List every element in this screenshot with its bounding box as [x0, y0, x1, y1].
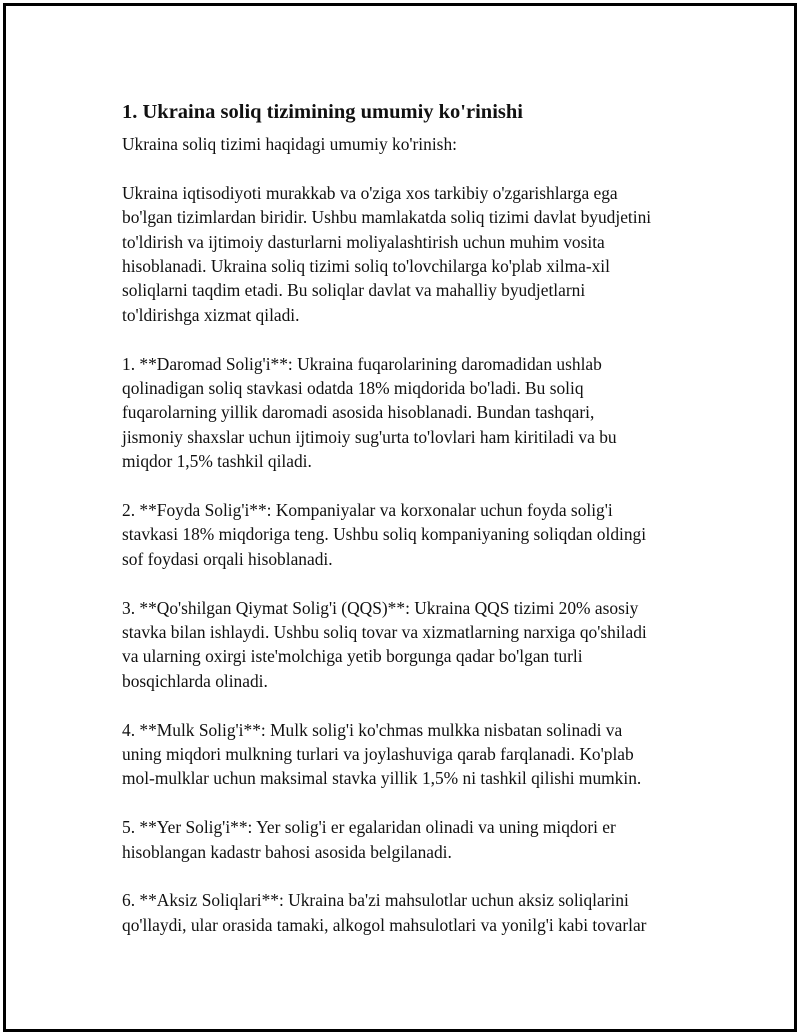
profit-tax-paragraph: 2. **Foyda Solig'i**: Kompaniyalar va korxonalar uchun foyda solig'i stavkasi 18% miqdoriga teng. Ushbu soliq kompaniyaning soliqdan oldingi sof foydasi orqali hisoblanadi. [122, 500, 647, 569]
intro-paragraph: Ukraina soliq tizimi haqidagi umumiy ko'rinish: [122, 134, 457, 154]
excise-tax-paragraph: 6. **Aksiz Soliqlari**: Ukraina ba'zi mahsulotlar uchun aksiz soliqlarini qo'llaydi, ular orasida tamaki, alkogol mahsulotlari va yonilg'i kabi tovarlar [122, 890, 647, 935]
income-tax-paragraph: 1. **Daromad Solig'i**: Ukraina fuqarolarining daromadidan ushlab qolinadigan soliq stavkasi odatda 18% miqdorida bo'ladi. Bu soliq fuqarolarning yillik daromadi asosida hisoblanadi. Bundan tashqari, jismoniy shaxslar uchun ijtimoiy sug'urta to'lovlari ham kiritiladi va bu miqdor 1,5% tashkil qiladi. [122, 353, 617, 472]
property-tax-paragraph: 4. **Mulk Solig'i**: Mulk solig'i ko'chmas mulkka nisbatan solinadi va uning miqdori mulkning turlari va joylashuviga qarab farqlanadi. Ko'plab mol-mulklar uchun maksimal stavka yillik 1,5% ni tashkil qilishi mumkin. [122, 719, 642, 789]
document-title: 1. Ukraina soliq tizimining umumiy ko'rinishi [122, 101, 523, 123]
land-tax-paragraph: 5. **Yer Solig'i**: Yer solig'i er egalaridan olinadi va uning miqdori er hisoblangan kadastr bahosi asosida belgilanadi. [122, 817, 616, 862]
page-frame [3, 3, 797, 1032]
document-body [122, 98, 692, 962]
overview-paragraph: Ukraina iqtisodiyoti murakkab va o'ziga xos tarkibiy o'zgarishlarga ega bo'lgan tizimlardan biridir. Ushbu mamlakatda soliq tizimi davlat byudjetini to'ldirish va ijtimoiy dasturlarni moliyalashtirish uchun muhim vosita hisoblanadi. Ukraina soliq tizimi soliq to'lovchilarga ko'plab xilma-xil soliqlarni taqdim etadi. Bu soliqlar davlat va mahalliy byudjetlarni to'ldirishga xizmat qiladi. [122, 182, 652, 325]
vat-paragraph: 3. **Qo'shilgan Qiymat Solig'i (QQS)**: Ukraina QQS tizimi 20% asosiy stavka bilan ishlaydi. Ushbu soliq tovar va xizmatlarning narxiga qo'shiladi va ularning oxirgi iste'molchiga yetib borgunga qadar bo'lgan turli bosqichlarda olinadi. [122, 597, 647, 691]
